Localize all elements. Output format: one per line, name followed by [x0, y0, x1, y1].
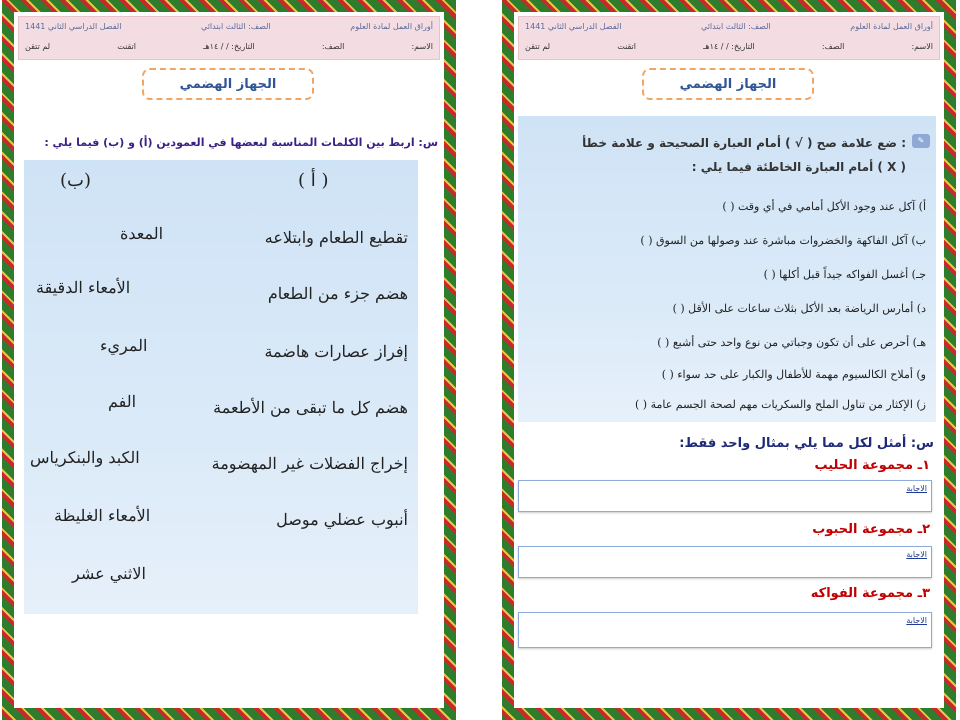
header-not-mastered: لم تتقن: [525, 42, 551, 51]
column-a-item: إفراز عصارات هاضمة: [264, 342, 408, 361]
header-line-1: [25, 22, 433, 36]
matching-panel: [24, 160, 418, 614]
header-date-field: التاريخ: / / ١٤هـ: [703, 42, 755, 51]
answer-field-milk[interactable]: [518, 480, 932, 512]
true-false-item: هـ) أحرص على أن تكون وجباتي من نوع واحد حتى أشبع ( ): [657, 336, 926, 349]
header-mastered: اتقنت: [117, 42, 136, 51]
column-a-item: تقطيع الطعام وابتلاعه: [264, 228, 408, 247]
worksheet-header: [518, 16, 940, 60]
header-name-field: الاسم:: [411, 42, 433, 51]
true-false-item: و) أملاح الكالسيوم مهمة للأطفال والكبار على حد سواء ( ): [661, 368, 926, 381]
column-b-item: المريء: [100, 336, 148, 355]
header-date-field: التاريخ: / / ١٤هـ: [203, 42, 255, 51]
header-mastered: اتقنت: [617, 42, 636, 51]
matching-question: س: اربط بين الكلمات المناسبة لبعضها في العمودين (أ) و (ب) فيما يلي :: [44, 136, 438, 149]
page-title-text: الجهاز الهضمي: [179, 76, 277, 92]
worksheet-header: [18, 16, 440, 60]
page-title: [142, 68, 314, 100]
header-term: الفصل الدراسي الثاني 1441: [525, 22, 622, 31]
true-false-question-line-2: ( X ) أمام العبارة الخاطئة فيما يلي :: [691, 160, 906, 174]
true-false-question-line-1: : ضع علامة صح ( √ ) أمام العبارة الصحيحة و علامة خطأ: [582, 136, 906, 150]
example-question: س: أمثل لكل مما يلي بمثال واحد فقط:: [679, 436, 934, 451]
page-title: [642, 68, 814, 100]
header-name-field: الاسم:: [911, 42, 933, 51]
header-grade: الصف: الثالث ابتدائي: [201, 22, 271, 31]
column-b-item: الأمعاء الغليظة: [54, 506, 151, 525]
column-a-item: إخراج الفضلات غير المهضومة: [211, 454, 408, 473]
question-icon: ✎: [912, 134, 930, 148]
header-line-2: [525, 42, 933, 56]
true-false-item: ب) آكل الفاكهة والخضروات مباشرة عند وصولها من السوق ( ): [640, 234, 926, 247]
column-b-item: الاثني عشر: [72, 564, 146, 583]
worksheet-right: [502, 0, 956, 720]
answer-label: الاجابة: [906, 484, 927, 493]
group-label-grains: ٢ـ مجموعة الحبوب: [812, 522, 930, 537]
header-grade: الصف: الثالث ابتدائي: [701, 22, 771, 31]
true-false-item: ز) الإكثار من تناول الملح والسكريات مهم لصحة الجسم عامة ( ): [635, 398, 926, 411]
worksheet-left-body: [14, 12, 444, 708]
group-label-fruits: ٣ـ مجموعة الفواكه: [810, 586, 930, 601]
column-b-item: الكبد والبنكرياس: [30, 448, 140, 467]
column-b-item: الفم: [108, 392, 137, 411]
worksheet-right-body: [514, 12, 944, 708]
header-subject: أوراق العمل لمادة العلوم: [850, 22, 933, 31]
answer-field-grains[interactable]: [518, 546, 932, 578]
header-class-field: الصف:: [321, 42, 345, 51]
header-not-mastered: لم تتقن: [25, 42, 51, 51]
header-line-2: [25, 42, 433, 56]
column-a-heading: ( أ ): [298, 170, 329, 191]
column-a-item: أنبوب عضلي موصل: [276, 510, 408, 529]
answer-field-fruits[interactable]: [518, 612, 932, 648]
group-label-milk: ١ـ مجموعة الحليب: [814, 458, 930, 473]
column-b-text: المعدة: [120, 224, 164, 243]
true-false-item: أ) آكل عند وجود الأكل أمامي في أي وقت ( ): [722, 200, 926, 213]
header-line-1: [525, 22, 933, 36]
column-b-item: [120, 224, 163, 243]
column-a-item: هضم جزء من الطعام: [267, 284, 408, 303]
column-b-heading: (ب): [60, 170, 92, 191]
true-false-item: جـ) أغسل الفواكه جيداً قبل أكلها ( ): [763, 268, 926, 281]
header-subject: أوراق العمل لمادة العلوم: [350, 22, 433, 31]
answer-label: الاجابة: [906, 550, 927, 559]
header-class-field: الصف:: [821, 42, 845, 51]
column-a-item: هضم كل ما تبقى من الأطعمة: [213, 398, 408, 417]
true-false-item: د) أمارس الرياضة بعد الأكل بثلاث ساعات على الأقل ( ): [672, 302, 926, 315]
column-b-item: الأمعاء الدقيقة: [36, 278, 131, 297]
header-term: الفصل الدراسي الثاني 1441: [25, 22, 122, 31]
page-title-text: الجهاز الهضمي: [679, 76, 777, 92]
true-false-panel: [518, 116, 936, 422]
worksheet-left: [2, 0, 456, 720]
answer-label: الاجابة: [906, 616, 927, 625]
